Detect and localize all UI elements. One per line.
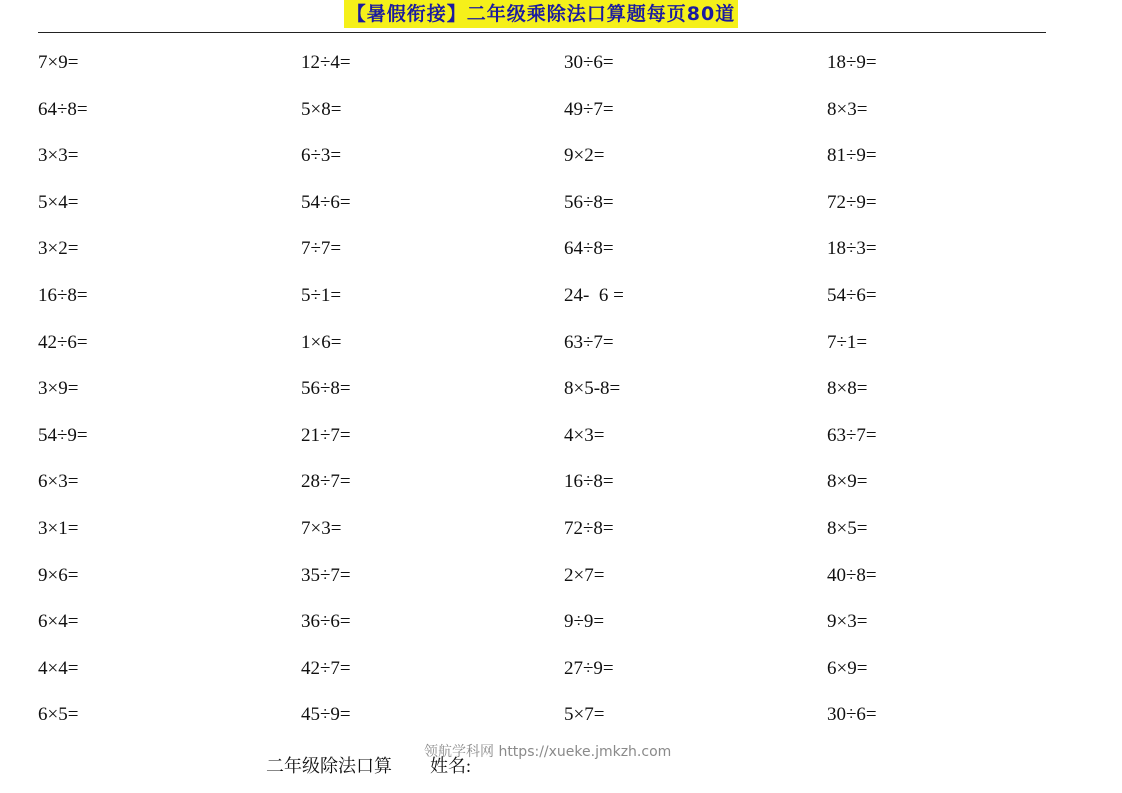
problem-row [38, 281, 1088, 328]
problem-row [38, 374, 1088, 421]
problem-row [38, 514, 1088, 561]
problem-row [38, 561, 1088, 608]
problem-item: 21÷7= [301, 424, 351, 446]
footer [266, 754, 471, 778]
problem-item: 63÷7= [827, 424, 877, 446]
problem-item: 28÷7= [301, 471, 351, 493]
header-divider [38, 32, 1046, 33]
problem-item: 6×9= [827, 657, 868, 679]
page-title: 【暑假衔接】二年级乘除法口算题每页80道 [344, 0, 738, 28]
problem-item: 4×3= [564, 424, 605, 446]
problem-row [38, 141, 1088, 188]
problem-item: 6×5= [38, 704, 79, 726]
problem-row [38, 188, 1088, 235]
name-label: 姓名: [430, 756, 472, 776]
problem-row [38, 700, 1088, 747]
problem-item: 42÷6= [38, 331, 88, 353]
problem-item: 4×4= [38, 657, 79, 679]
problem-item: 1×6= [301, 331, 342, 353]
problem-item: 45÷9= [301, 704, 351, 726]
problem-item: 18÷9= [827, 52, 877, 73]
problem-item: 7÷7= [301, 238, 342, 260]
problem-item: 8×5-8= [564, 378, 621, 400]
problem-item: 30÷6= [827, 704, 877, 726]
problem-row [38, 328, 1088, 375]
problem-item: 24- 6 = [564, 284, 624, 306]
problem-item: 2×7= [564, 564, 605, 586]
problem-item: 81÷9= [827, 145, 877, 167]
section-title: 二年级除法口算 [266, 756, 392, 776]
problem-item: 8×9= [827, 471, 868, 493]
problem-item: 8×3= [827, 98, 868, 120]
problem-item: 49÷7= [564, 98, 614, 120]
problem-item: 3×1= [38, 517, 79, 539]
problem-item: 35÷7= [301, 564, 351, 586]
problem-item: 18÷3= [827, 238, 877, 260]
problem-row [38, 607, 1088, 654]
problem-item: 56÷8= [301, 378, 351, 400]
problem-item: 5×8= [301, 98, 342, 120]
problem-item: 5×7= [564, 704, 605, 726]
problem-item: 8×5= [827, 517, 868, 539]
problem-item: 7×9= [38, 52, 79, 73]
problem-row [38, 467, 1088, 514]
problem-item: 9×2= [564, 145, 605, 167]
problem-item: 54÷6= [301, 191, 351, 213]
problem-item: 40÷8= [827, 564, 877, 586]
problem-item: 30÷6= [564, 52, 614, 73]
problem-item: 42÷7= [301, 657, 351, 679]
watermark-text: 领航学科网 https://xueke.jmkzh.com [424, 744, 672, 760]
problem-item: 5÷1= [301, 284, 342, 306]
problem-item: 6×3= [38, 471, 79, 493]
problem-item: 54÷6= [827, 284, 877, 306]
problem-item: 63÷7= [564, 331, 614, 353]
problem-item: 72÷8= [564, 517, 614, 539]
problem-item: 3×3= [38, 145, 79, 167]
problem-item: 3×9= [38, 378, 79, 400]
problem-row [38, 421, 1088, 468]
problem-item: 54÷9= [38, 424, 88, 446]
problem-row [38, 95, 1088, 142]
problem-item: 5×4= [38, 191, 79, 213]
problem-item: 7×3= [301, 517, 342, 539]
problem-item: 9×3= [827, 611, 868, 633]
problem-item: 56÷8= [564, 191, 614, 213]
title-bar [0, 0, 1122, 30]
problem-item: 6÷3= [301, 145, 342, 167]
problem-item: 16÷8= [564, 471, 614, 493]
problem-item: 6×4= [38, 611, 79, 633]
problem-row [38, 234, 1088, 281]
problem-item: 27÷9= [564, 657, 614, 679]
problem-item: 12÷4= [301, 52, 351, 73]
problem-item: 64÷8= [38, 98, 88, 120]
problem-item: 36÷6= [301, 611, 351, 633]
problem-row [38, 654, 1088, 701]
problem-item: 9×6= [38, 564, 79, 586]
problem-item: 9÷9= [564, 611, 605, 633]
problem-item: 72÷9= [827, 191, 877, 213]
problem-grid [38, 48, 1088, 747]
problem-item: 7÷1= [827, 331, 868, 353]
problem-item: 64÷8= [564, 238, 614, 260]
problem-item: 8×8= [827, 378, 868, 400]
problem-item: 3×2= [38, 238, 79, 260]
problem-item: 16÷8= [38, 284, 88, 306]
problem-row [38, 48, 1088, 95]
